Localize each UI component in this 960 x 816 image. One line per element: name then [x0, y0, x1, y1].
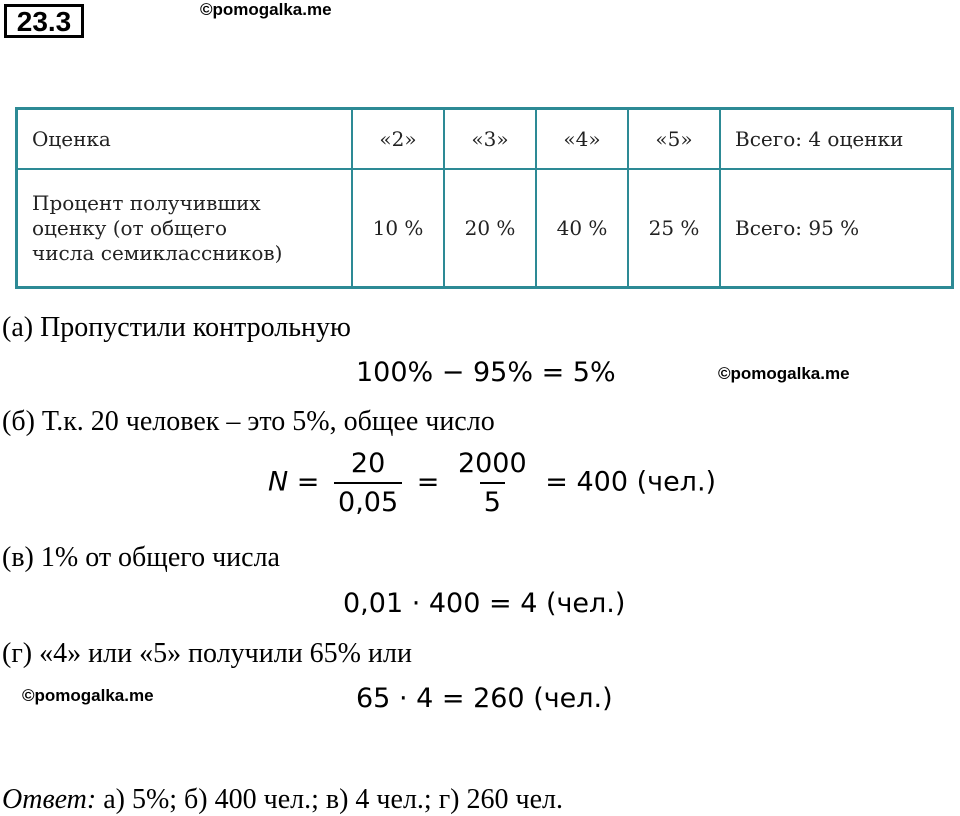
watermark-middle: ©pomogalka.me [718, 364, 850, 383]
solution-c-text: (в) 1% от общего числа [2, 542, 280, 573]
formula-equals: = [296, 466, 320, 498]
solution-d-text: (г) «4» или «5» получили 65% или [2, 638, 412, 669]
header-cell-4: «4» [536, 109, 628, 170]
watermark-bottom: ©pomogalka.me [22, 686, 154, 705]
formula-variable: N [268, 466, 289, 498]
answer-text: а) 5%; б) 400 чел.; в) 4 чел.; г) 260 чел. [96, 784, 563, 815]
watermark-top: ©pomogalka.me [200, 0, 332, 19]
value-cell-4: 40 % [536, 169, 628, 288]
solution-a-text: (а) Пропустили контрольную [2, 312, 351, 343]
formula-result: = 400 (чел.) [545, 466, 717, 498]
solution-c-formula: 0,01 · 400 = 4 (чел.) [343, 588, 626, 619]
header-cell-3: «3» [444, 109, 536, 170]
header-cell-total: Всего: 4 оценки [720, 109, 953, 170]
value-cell-3: 20 % [444, 169, 536, 288]
answer-line [2, 784, 563, 816]
fraction-1-numerator: 20 [350, 448, 386, 479]
table-percent-row [17, 169, 953, 288]
row-label-line: Процент получивших [32, 190, 261, 215]
header-cell-5: «5» [628, 109, 720, 170]
solution-b-text: (б) Т.к. 20 человек – это 5%, общее число [2, 406, 495, 437]
solution-a-formula: 100% − 95% = 5% [356, 357, 616, 388]
formula-equals: = [416, 466, 440, 498]
grades-table [15, 107, 954, 289]
solution-b-formula [268, 448, 716, 518]
table-header-row [17, 109, 953, 170]
solution-d-formula: 65 · 4 = 260 (чел.) [356, 683, 613, 714]
fraction-1-denominator: 0,05 [334, 482, 402, 518]
fraction-2-denominator: 5 [480, 482, 505, 518]
problem-number: 23.3 [4, 4, 84, 38]
value-cell-total: Всего: 95 % [720, 169, 953, 288]
header-cell-grade: Оценка [17, 109, 353, 170]
fraction-1 [334, 448, 402, 518]
answer-label: Ответ: [2, 784, 97, 815]
row-label-line: числа семиклассников) [32, 240, 283, 265]
fraction-2-numerator: 2000 [457, 448, 527, 479]
row-label-cell [17, 169, 353, 288]
value-cell-2: 10 % [352, 169, 444, 288]
row-label-line: оценку (от общего [32, 215, 227, 240]
header-cell-2: «2» [352, 109, 444, 170]
value-cell-5: 25 % [628, 169, 720, 288]
fraction-2 [454, 448, 531, 518]
